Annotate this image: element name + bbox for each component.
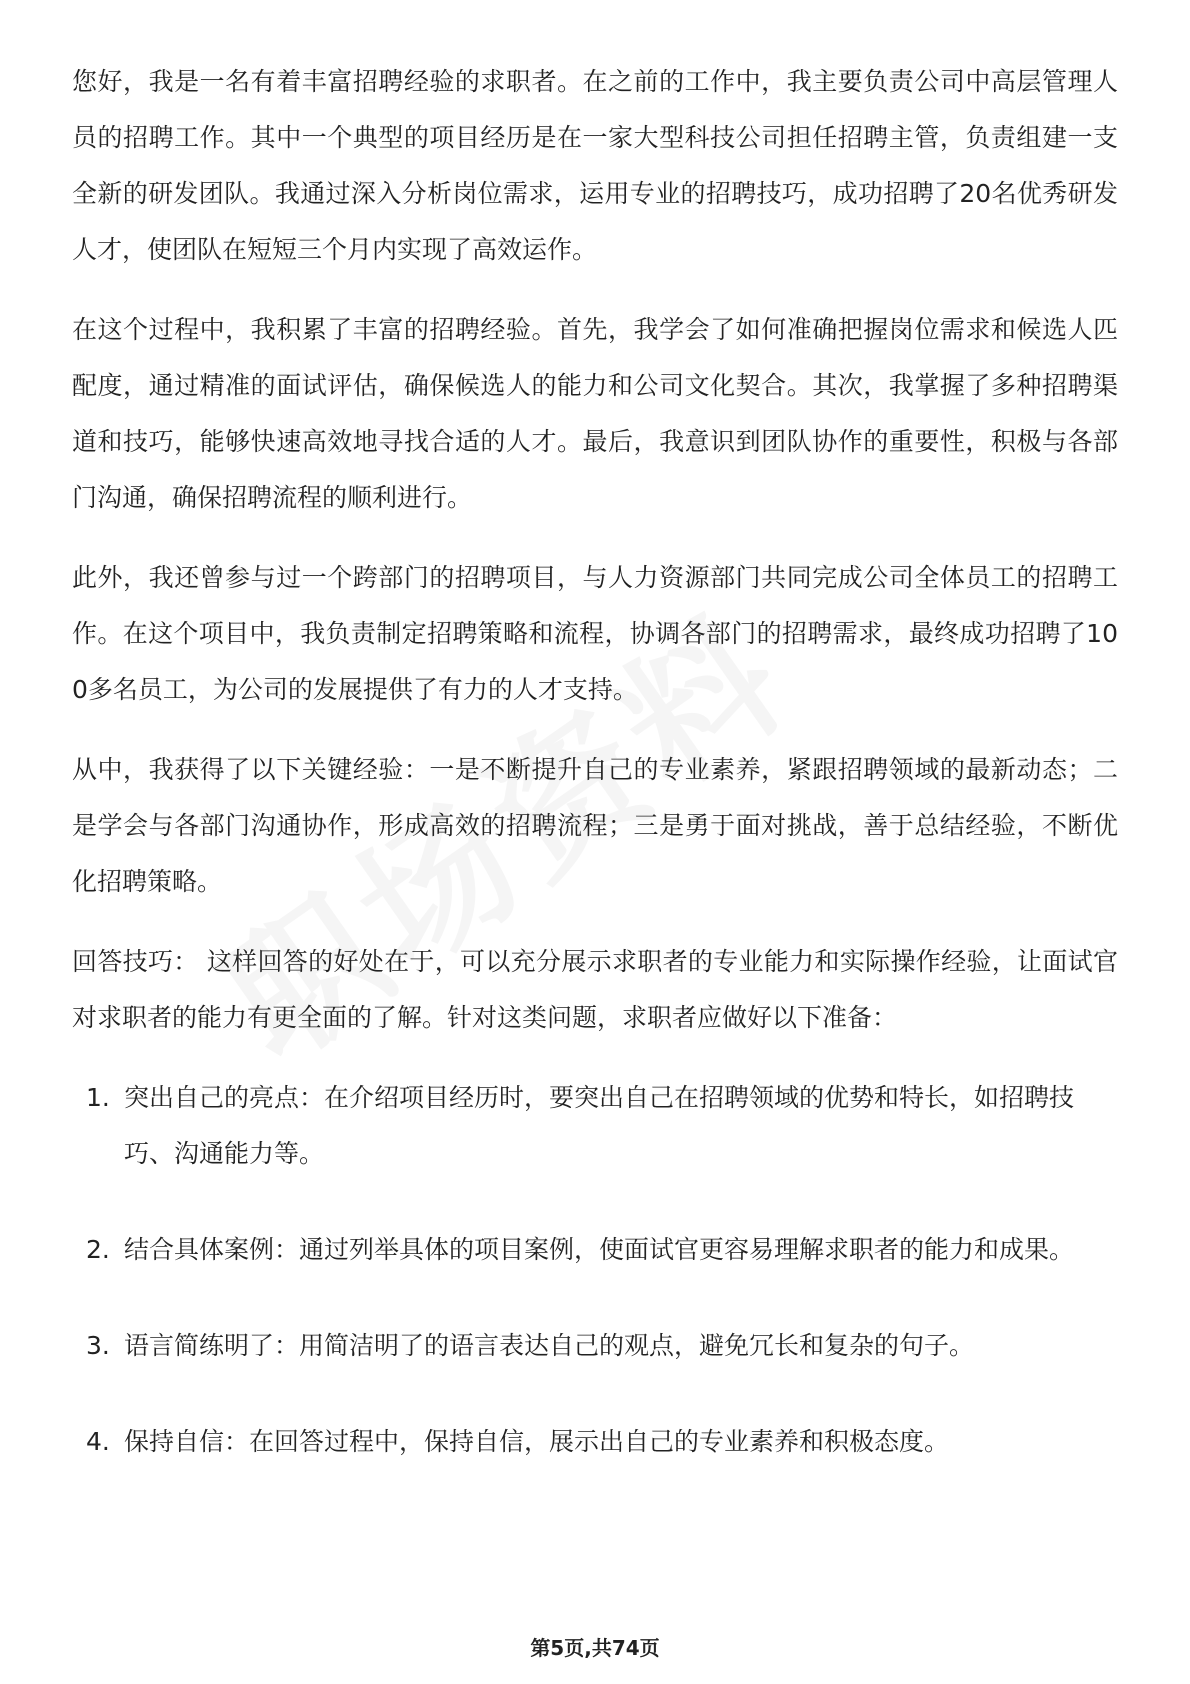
paragraph-cross-department: 此外，我还曾参与过一个跨部门的招聘项目，与人力资源部门共同完成公司全体员工的招聘工作。在这个项目中，我负责制定招聘策略和流程，协调各部门的招聘需求，最终成功招聘了100多名员工，为公司的发展提供了有力的人才支持。 [72, 563, 1118, 704]
list-item-text: 语言简练明了：用简洁明了的语言表达自己的观点，避免冗长和复杂的句子。 [124, 1331, 975, 1360]
paragraph-answer-tips: 回答技巧： 这样回答的好处在于，可以充分展示求职者的专业能力和实际操作经验，让面试官对求职者的能力有更全面的了解。针对这类问题，求职者应做好以下准备： [72, 947, 1118, 1032]
list-item [72, 1070, 1118, 1182]
paragraph-intro: 您好，我是一名有着丰富招聘经验的求职者。在之前的工作中，我主要负责公司中高层管理人员的招聘工作。其中一个典型的项目经历是在一家大型科技公司担任招聘主管，负责组建一支全新的研发团队。我通过深入分析岗位需求，运用专业的招聘技巧，成功招聘了20名优秀研发人才，使团队在短短三个月内实现了高效运作。 [72, 67, 1118, 264]
paragraph-key-lessons: 从中，我获得了以下关键经验：一是不断提升自己的专业素养，紧跟招聘领域的最新动态；二是学会与各部门沟通协作，形成高效的招聘流程；三是勇于面对挑战，善于总结经验，不断优化招聘策略。 [72, 755, 1118, 896]
list-item-number: 2. [86, 1235, 110, 1264]
page-number: 第5页,共74页 [530, 1636, 660, 1660]
list-item-text: 结合具体案例：通过列举具体的项目案例，使面试官更容易理解求职者的能力和成果。 [124, 1235, 1075, 1264]
tips-list [72, 1070, 1118, 1470]
document-body [72, 54, 1118, 1510]
page-footer [0, 1632, 1190, 1661]
list-item-number: 3. [86, 1331, 110, 1360]
list-item [72, 1222, 1118, 1278]
list-item-number: 1. [86, 1083, 110, 1112]
list-item-number: 4. [86, 1427, 110, 1456]
list-item [72, 1414, 1118, 1470]
list-item-text: 保持自信：在回答过程中，保持自信，展示出自己的专业素养和积极态度。 [124, 1427, 950, 1456]
list-item [72, 1318, 1118, 1374]
list-item-text: 突出自己的亮点：在介绍项目经历时，要突出自己在招聘领域的优势和特长，如招聘技巧、沟通能力等。 [124, 1083, 1075, 1168]
paragraph-experience: 在这个过程中，我积累了丰富的招聘经验。首先，我学会了如何准确把握岗位需求和候选人匹配度，通过精准的面试评估，确保候选人的能力和公司文化契合。其次，我掌握了多种招聘渠道和技巧，能够快速高效地寻找合适的人才。最后，我意识到团队协作的重要性，积极与各部门沟通，确保招聘流程的顺利进行。 [72, 315, 1118, 512]
